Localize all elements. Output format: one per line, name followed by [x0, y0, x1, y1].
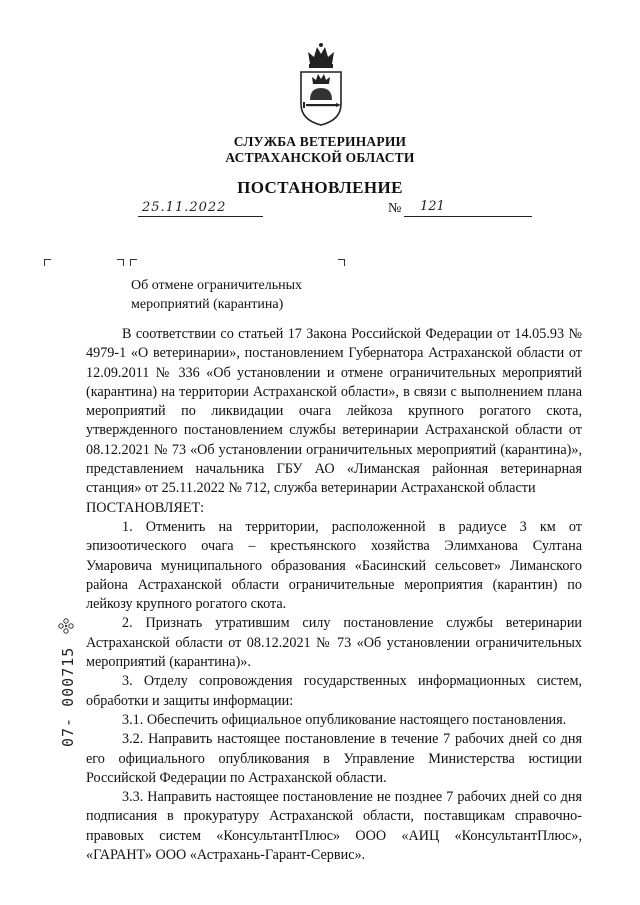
document-number: 121	[420, 199, 445, 214]
item-1: 1. Отменить на территории, расположенной в радиусе 3 км от эпизоотического очага – крестьянского хозяйства Элимханова Султана Умаровича муниципального образования «Басинский сельсовет» Лиманского района Астраханской области ограничительные мероприятия (карантин) по лейкозу крупного рогатого скота.	[86, 518, 582, 613]
corner-bracket	[44, 259, 51, 266]
subject-line1: Об отмене ограничительных	[131, 278, 303, 293]
corner-bracket	[117, 259, 124, 266]
number-label: №	[388, 201, 402, 216]
registration-number: 07- 000715	[59, 646, 77, 747]
flower-mark-icon	[58, 618, 74, 634]
coat-of-arms-icon	[296, 42, 346, 126]
item-3-3: 3.3. Направить настоящее постановление не позднее 7 рабочих дней со дня подписания в прокуратуру Астраханской области, поставщикам справочно-правовых систем «КонсультантПлюс» ООО «АИЦ «КонсультантПлюс», «ГАРАНТ» ООО «Астрахань-Гарант-Сервис».	[86, 789, 582, 864]
item-2: 2. Признать утратившим силу постановление службы ветеринарии Астраханской области от 08.12.2021 № 73 «Об установлении ограничительных мероприятий (карантина)».	[86, 615, 582, 671]
document-date: 25.11.2022	[142, 200, 227, 215]
item-3-2: 3.2. Направить настоящее постановление в течение 7 рабочих дней со дня его официального опубликования в Управление Министерства юстиции Российской Федерации по Астраханской области.	[86, 731, 582, 786]
margin-registration-stamp	[56, 646, 80, 750]
org-name-line2: АСТРАХАНСКОЙ ОБЛАСТИ	[225, 150, 415, 165]
corner-bracket	[130, 259, 137, 266]
subject-line2: мероприятий (карантина)	[131, 297, 284, 312]
document-body	[86, 325, 582, 865]
item-3-1: 3.1. Обеспечить официальное опубликование настоящего постановления.	[122, 711, 567, 728]
item-3: 3. Отделу сопровождения государственных информационных систем, обработки и защиты информации:	[86, 673, 582, 709]
org-name-line1: СЛУЖБА ВЕТЕРИНАРИИ	[233, 134, 407, 149]
resolves-heading: ПОСТАНОВЛЯЕТ:	[86, 499, 205, 516]
document-subject	[131, 276, 302, 314]
preamble-paragraph: В соответствии со статьей 17 Закона Российской Федерации от 14.05.93 № 4979-1 «О ветеринарии», постановлением Губернатора Астраханской области от 12.09.2011 № 336 «Об установлении и отмене ограничительных мероприятий (карантина) на территории Астраханской области», в связи с выполнением плана мероприятий по ликвидации очага лейкоза крупного рогатого скота, утвержденного постановлением службы ветеринарии Астраханской области от 08.12.2021 № 73 «Об установлении ограничительных мероприятий (карантина)», представлением начальника ГБУ АО «Лиманская районная ветеринарная станция» от 25.11.2022 № 712, служба ветеринарии Астраханской области	[86, 326, 582, 497]
corner-bracket	[338, 259, 345, 266]
document-type: ПОСТАНОВЛЕНИЕ	[237, 178, 403, 197]
